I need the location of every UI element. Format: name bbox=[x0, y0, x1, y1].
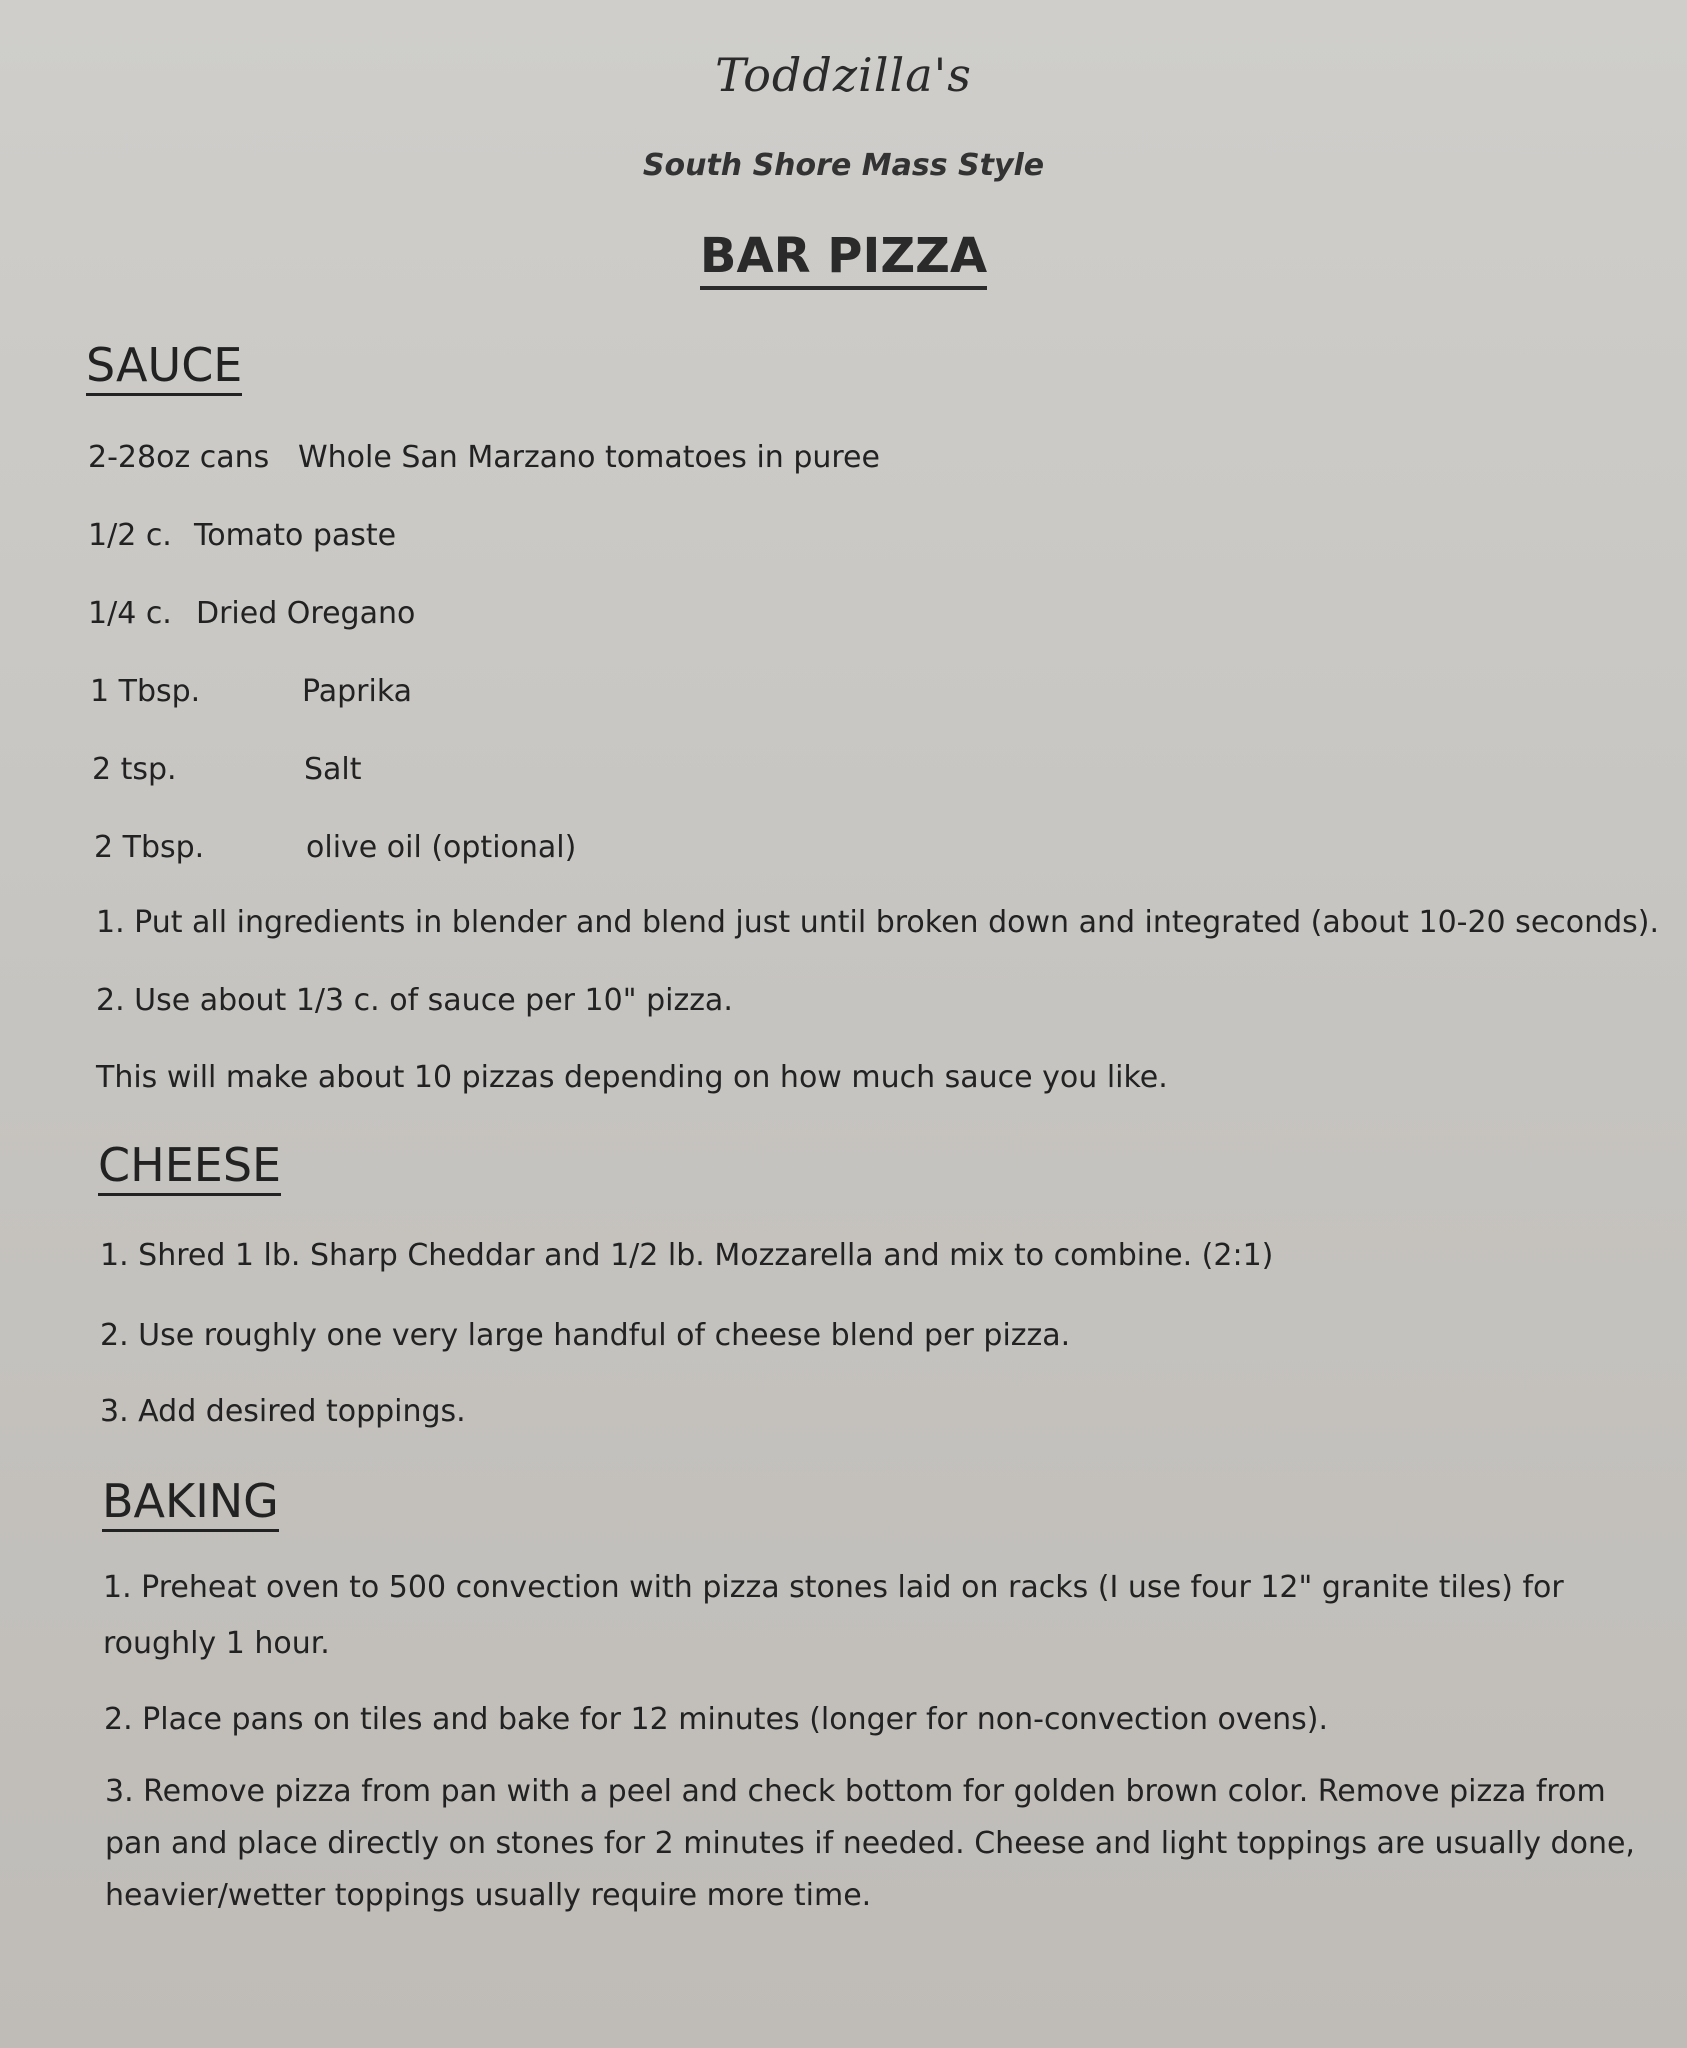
brand-name: Toddzilla's bbox=[715, 48, 972, 102]
baking-heading-text: BAKING bbox=[102, 1474, 279, 1532]
ingredient-item: Whole San Marzano tomatoes in puree bbox=[298, 440, 880, 475]
sauce-step: 1. Put all ingredients in blender and blend just until broken down and integrated (about 10-20 seconds). bbox=[96, 905, 1660, 940]
ingredient-row bbox=[94, 830, 1294, 870]
sauce-step: 2. Use about 1/3 c. of sauce per 10" pizza. bbox=[96, 983, 733, 1018]
cheese-heading-text: CHEESE bbox=[98, 1138, 281, 1196]
ingredient-item: Salt bbox=[304, 752, 362, 787]
baking-step: 1. Preheat oven to 500 convection with pizza stones laid on racks (I use four 12" granite tiles) for roughly 1 hour. bbox=[103, 1570, 1564, 1661]
ingredient-amount: 1/4 c. bbox=[88, 596, 172, 631]
ingredient-amount: 2 Tbsp. bbox=[94, 830, 205, 865]
cheese-heading bbox=[98, 1138, 281, 1192]
baking-step: 2. Place pans on tiles and bake for 12 minutes (longer for non-convection ovens). bbox=[104, 1702, 1328, 1737]
ingredient-item: olive oil (optional) bbox=[306, 830, 577, 865]
ingredient-amount: 2 tsp. bbox=[92, 752, 177, 787]
cheese-step: 3. Add desired toppings. bbox=[100, 1394, 466, 1429]
ingredient-row bbox=[92, 752, 1292, 792]
ingredient-row bbox=[88, 518, 1288, 558]
recipe-title-text: BAR PIZZA bbox=[700, 228, 987, 290]
ingredient-amount: 2-28oz cans bbox=[88, 440, 270, 475]
ingredient-row bbox=[88, 440, 1288, 480]
sauce-heading-text: SAUCE bbox=[86, 338, 242, 396]
ingredient-item: Paprika bbox=[302, 674, 413, 709]
ingredient-amount: 1/2 c. bbox=[88, 518, 172, 553]
recipe-title bbox=[0, 228, 1687, 284]
ingredient-row bbox=[90, 674, 1290, 714]
cheese-step: 2. Use roughly one very large handful of cheese blend per pizza. bbox=[100, 1318, 1071, 1353]
ingredient-item: Tomato paste bbox=[194, 518, 397, 553]
baking-step: 3. Remove pizza from pan with a peel and check bottom for golden brown color. Remove pizza from pan and place directly on stones for 2 minutes if needed. Cheese and light toppings are usually done, heavier/wetter toppings usually require more time. bbox=[105, 1774, 1635, 1913]
ingredient-amount: 1 Tbsp. bbox=[90, 674, 201, 709]
ingredient-item: Dried Oregano bbox=[196, 596, 416, 631]
cheese-step: 1. Shred 1 lb. Sharp Cheddar and 1/2 lb. Mozzarella and mix to combine. (2:1) bbox=[100, 1238, 1274, 1273]
baking-heading bbox=[102, 1474, 279, 1528]
recipe-subtitle: South Shore Mass Style bbox=[642, 148, 1045, 183]
sauce-note: This will make about 10 pizzas depending on how much sauce you like. bbox=[96, 1060, 1168, 1095]
sauce-heading bbox=[86, 338, 242, 392]
ingredient-row bbox=[88, 596, 1288, 636]
